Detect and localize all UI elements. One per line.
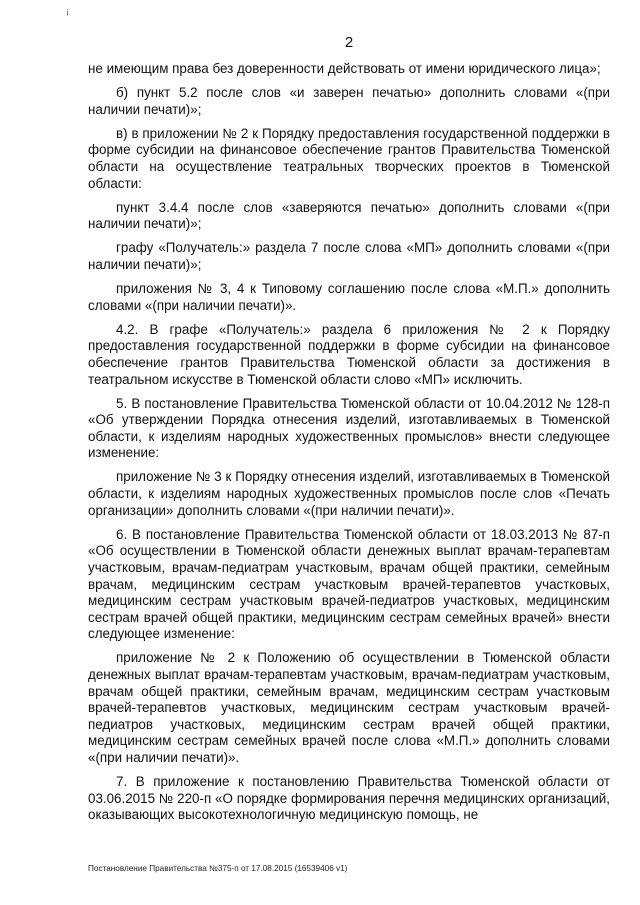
document-footer: Постановление Правительства №375-п от 17.08.2015 (16539406 v1)	[88, 864, 348, 873]
paragraph: в) в приложении № 2 к Порядку предоставления государственной поддержки в форме субсидии на финансовое обеспечение грантов Правительства Тюменской области на осуществление театральных творческих проектов в Тюменской области:	[88, 125, 610, 191]
document-body	[88, 61, 610, 831]
paragraph: графу «Получатель:» раздела 7 после слова «МП» дополнить словами «(при наличии печати)»;	[88, 240, 610, 272]
paragraph: не имеющим права без доверенности действовать от имени юридического лица»;	[88, 61, 601, 76]
paragraph: 5. В постановление Правительства Тюменской области от 10.04.2012 № 128-п «Об утверждении Порядка отнесения изделий, изготавливаемых в Тюменской области, к изделиям народных художественных промыслов» внести следующее изменение:	[88, 395, 610, 461]
paragraph: 7. В приложение к постановлению Правительства Тюменской области от 03.06.2015 № 220-п «О порядке формирования перечня медицинских организаций, оказывающих высокотехнологичную медицинскую помощь, не	[88, 774, 610, 823]
document-page	[88, 0, 610, 905]
paragraph: приложение № 2 к Положению об осуществлении в Тюменской области денежных выплат врачам-терапевтам участковым, врачам-педиатрам участковым, врачам общей практики, семейным врачам, медицинским сестрам участковым врачей-терапевтов участковых, медицинским сестрам участковым врачей-педиатров участковых, медицинским сестрам врачей общей практики, медицинским сестрам семейных врачей после слова «М.П.» дополнить словами «(при наличии печати)».	[88, 650, 610, 765]
paragraph: 6. В постановление Правительства Тюменской области от 18.03.2013 № 87-п «Об осуществлении в Тюменской области денежных выплат врачам-терапевтам участковым, врачам-педиатрам участковым, врачам общей практики, семейным врачам, медицинским сестрам участковым врачей-терапевтов участковых, медицинским сестрам участковым врачей-педиатров участковых, медицинским сестрам врачей общей практики, медицинским сестрам семейных врачей» внести следующее изменение:	[88, 526, 610, 642]
paragraph: б) пункт 5.2 после слов «и заверен печатью» дополнить словами «(при наличии печати)»;	[88, 85, 610, 117]
paragraph: 4.2. В графе «Получатель:» раздела 6 приложения № 2 к Порядку предоставления государственной поддержки в форме субсидии на финансовое обеспечение грантов Правительства Тюменской области за достижения в театральном искусстве в Тюменской области слово «МП» исключить.	[88, 321, 610, 387]
paragraph: приложения № 3, 4 к Типовому соглашению после слова «М.П.» дополнить словами «(при наличии печати)».	[88, 281, 610, 313]
page-number: 2	[344, 34, 354, 51]
margin-mark: ¡	[66, 6, 69, 16]
paragraph: приложение № 3 к Порядку отнесения изделий, изготавливаемых в Тюменской области, к изделиям народных художественных промыслов после слов «Печать организации» дополнить словами «(при наличии печати)».	[88, 469, 610, 518]
paragraph: пункт 3.4.4 после слов «заверяются печатью» дополнить словами «(при наличии печати)»;	[88, 199, 610, 232]
